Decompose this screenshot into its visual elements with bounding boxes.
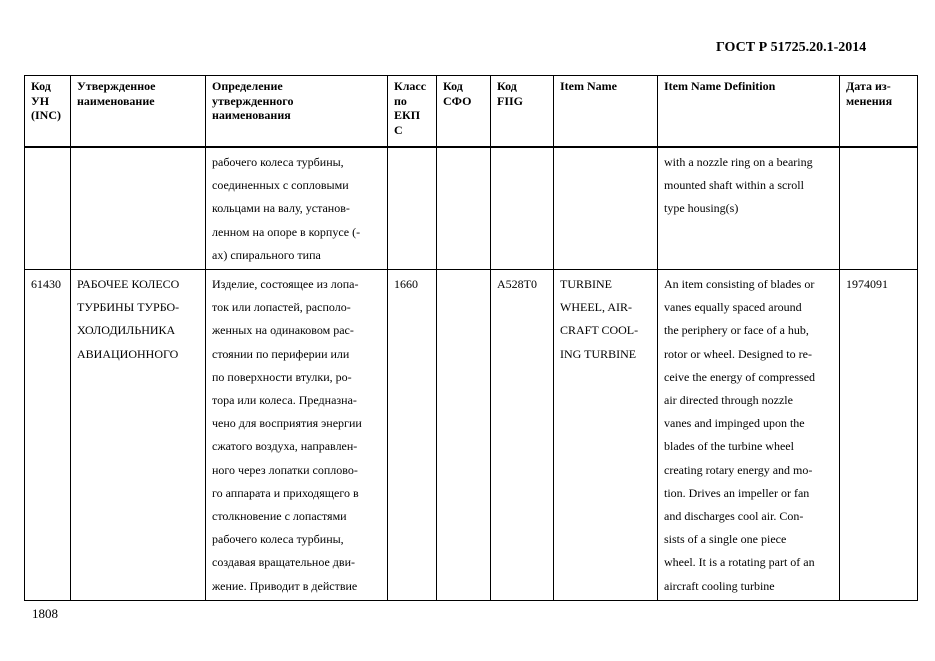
- text-line: наименование: [77, 93, 155, 108]
- cell-item-name: [554, 147, 658, 270]
- text-line: the periphery or face of a hub,: [664, 323, 809, 338]
- text-line: жение. Приводит в действие: [212, 578, 358, 593]
- text-line: С: [394, 122, 403, 137]
- col-header-item-definition: [658, 76, 840, 148]
- text-line: Код: [31, 79, 51, 93]
- text-line: тора или колеса. Предназна-: [212, 393, 357, 408]
- cell-item-definition: [658, 270, 840, 601]
- text-line: ХОЛОДИЛЬНИКА: [77, 323, 176, 338]
- text-line: УН: [31, 93, 50, 108]
- text-line: создавая вращательное дви-: [212, 555, 355, 570]
- text-line: ЕКП: [394, 108, 421, 122]
- text-line: ТУРБИНЫ ТУРБО-: [77, 300, 180, 315]
- text-line: Определение: [212, 79, 283, 93]
- cell-change-date: [840, 147, 918, 270]
- text-line: утвержденного: [212, 93, 294, 108]
- text-line: sists of a single one piece: [664, 532, 787, 547]
- text-line: го аппарата и приходящего в: [212, 485, 359, 500]
- cell-definition: [206, 147, 388, 270]
- text-line: WHEEL, AIR-: [560, 300, 632, 315]
- cell-inc: [25, 270, 71, 601]
- text-line: Класс: [394, 79, 427, 93]
- text-line: Дата из-: [846, 79, 891, 93]
- text-line: (INC): [31, 108, 61, 122]
- text-line: ного через лопатки соплово-: [212, 462, 358, 477]
- col-header-definition: [206, 76, 388, 148]
- text-line: ING TURBINE: [560, 346, 637, 361]
- text-line: чено для восприятия энергии: [212, 416, 362, 431]
- text-line: СФО: [443, 93, 472, 108]
- text-line: mounted shaft within a scroll: [664, 178, 804, 193]
- text-line: 61430: [31, 277, 61, 292]
- text-line: FIIG: [497, 93, 524, 108]
- text-line: Код: [443, 79, 463, 93]
- text-line: A528T0: [497, 277, 537, 292]
- text-line: type housing(s): [664, 201, 739, 216]
- text-line: по поверхности втулки, ро-: [212, 369, 352, 384]
- text-line: vanes equally spaced around: [664, 300, 802, 315]
- text-line: 1974091: [846, 277, 888, 292]
- text-line: Item Name Definition: [664, 79, 776, 93]
- text-line: with a nozzle ring on a bearing: [664, 155, 813, 169]
- cell-inc: [25, 147, 71, 270]
- cell-sfo: [437, 147, 491, 270]
- cell-class: [388, 147, 437, 270]
- col-header-item-name: [554, 76, 658, 148]
- text-line: кольцами на валу, установ-: [212, 201, 350, 216]
- text-line: wheel. It is a rotating part of an: [664, 555, 815, 570]
- text-line: Утвержденное: [77, 79, 156, 93]
- cell-class: [388, 270, 437, 601]
- text-line: наименования: [212, 108, 291, 122]
- col-header-change-date: [840, 76, 918, 148]
- text-line: ceive the energy of compressed: [664, 369, 816, 384]
- text-line: ток или лопастей, располо-: [212, 300, 351, 315]
- text-line: 1660: [394, 277, 418, 292]
- text-line: TURBINE: [560, 277, 612, 292]
- text-line: стоянии по периферии или: [212, 346, 350, 361]
- text-line: Код: [497, 79, 517, 93]
- cell-change-date: [840, 270, 918, 601]
- text-line: АВИАЦИОННОГО: [77, 346, 179, 361]
- text-line: vanes and impinged upon the: [664, 416, 805, 431]
- text-line: столкновение с лопастями: [212, 509, 347, 524]
- text-line: air directed through nozzle: [664, 393, 793, 408]
- cell-sfo: [437, 270, 491, 601]
- text-line: менения: [846, 93, 893, 108]
- table-row: [25, 147, 918, 270]
- cell-item-definition: [658, 147, 840, 270]
- text-line: tion. Drives an impeller or fan: [664, 485, 810, 500]
- text-line: An item consisting of blades or: [664, 277, 815, 292]
- text-line: Изделие, состоящее из лопа-: [212, 277, 359, 292]
- col-header-sfo: [437, 76, 491, 148]
- text-line: Item Name: [560, 79, 617, 93]
- cell-item-name: [554, 270, 658, 601]
- text-line: and discharges cool air. Con-: [664, 509, 804, 524]
- text-line: соединенных с сопловыми: [212, 178, 349, 193]
- text-line: женных на одинаковом рас-: [212, 323, 354, 338]
- cell-approved-name: [71, 147, 206, 270]
- cell-definition: [206, 270, 388, 601]
- text-line: ленном на опоре в корпусе (-: [212, 224, 361, 239]
- col-header-approved-name: [71, 76, 206, 148]
- text-line: blades of the turbine wheel: [664, 439, 794, 454]
- text-line: рабочего колеса турбины,: [212, 155, 344, 169]
- text-line: рабочего колеса турбины,: [212, 532, 344, 547]
- col-header-inc: [25, 76, 71, 148]
- cell-approved-name: [71, 270, 206, 601]
- text-line: creating rotary energy and mo-: [664, 462, 813, 477]
- text-line: РАБОЧЕЕ КОЛЕСО: [77, 277, 180, 292]
- table-row: [25, 270, 918, 601]
- cell-fiig: [491, 147, 554, 270]
- text-line: aircraft cooling turbine: [664, 578, 775, 593]
- text-line: ах) спирального типа: [212, 247, 321, 262]
- text-line: CRAFT COOL-: [560, 323, 639, 338]
- text-line: сжатого воздуха, направлен-: [212, 439, 358, 454]
- text-line: rotor or wheel. Designed to re-: [664, 346, 812, 361]
- col-header-fiig: [491, 76, 554, 148]
- catalog-table: [24, 75, 918, 601]
- col-header-class: [388, 76, 437, 148]
- text-line: по: [394, 93, 407, 108]
- table-header-row: [25, 76, 918, 148]
- document-code: ГОСТ Р 51725.20.1-2014: [716, 40, 867, 55]
- page-number: 1808: [32, 606, 58, 621]
- cell-fiig: [491, 270, 554, 601]
